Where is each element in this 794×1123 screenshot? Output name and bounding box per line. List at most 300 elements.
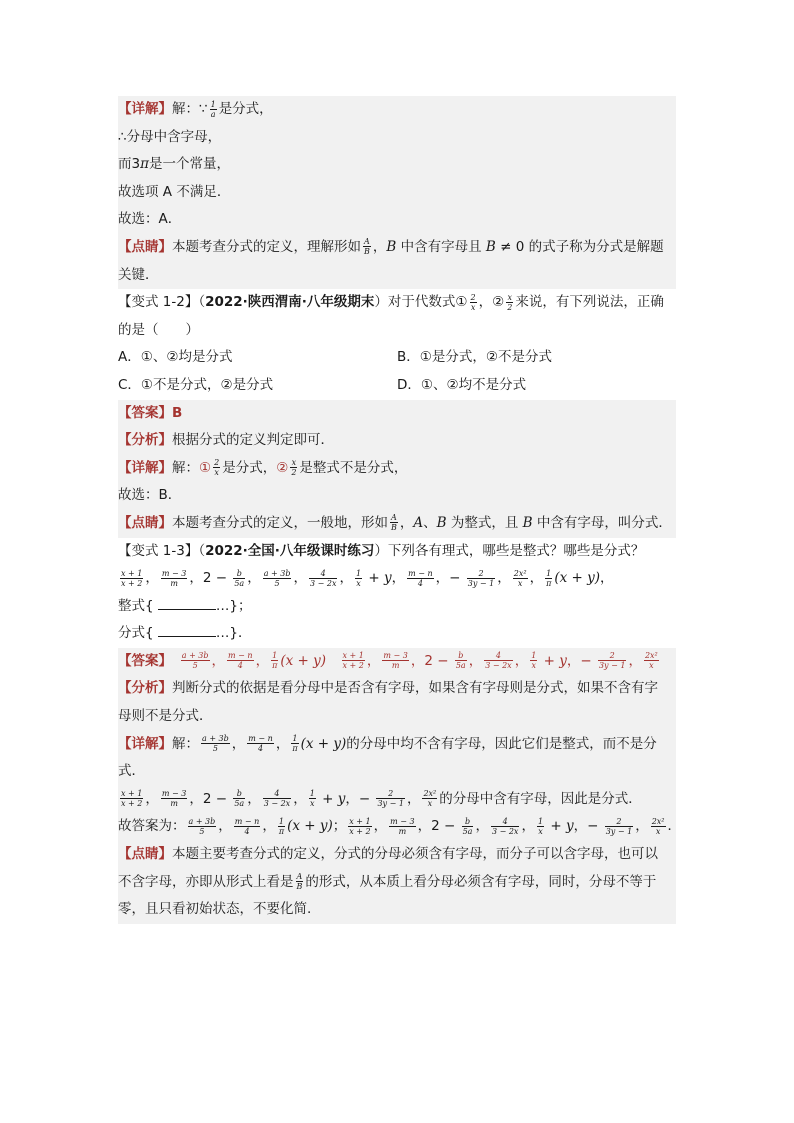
fraction-denominator: x: [655, 826, 661, 836]
fraction-numerator: 1: [537, 816, 544, 826]
answer-option: B．①是分式，②不是分式: [397, 349, 552, 366]
text-run: ，: [145, 570, 159, 587]
text-run: 本题主要考查分式的定义，分式的分母必须含有字母，而分子可以含字母，也可以: [172, 846, 658, 863]
fraction-numerator: A: [296, 872, 303, 882]
question-block: [118, 538, 676, 648]
text-run: 关键．: [118, 266, 159, 283]
text-run: 的分母中含有字母，因此是分式．: [439, 790, 642, 807]
fraction: [348, 817, 371, 836]
section-tag: 【详解】: [118, 459, 172, 476]
fraction-denominator: 5a: [234, 578, 245, 588]
text-line: [118, 565, 676, 593]
text-run: ①: [199, 459, 212, 476]
fraction: [234, 817, 261, 836]
fraction: [233, 569, 245, 588]
text-line: [118, 758, 676, 786]
fraction: [422, 789, 437, 808]
text-run: ，2 −: [189, 570, 232, 587]
text-run: π: [140, 156, 149, 173]
text-run: ．: [667, 818, 681, 835]
fraction: [342, 651, 365, 670]
fraction-denominator: x: [531, 661, 536, 671]
text-run: 为整式，且: [446, 514, 523, 531]
fraction: [545, 569, 552, 588]
text-run: ，: [600, 570, 614, 587]
fraction: [513, 569, 528, 588]
fraction-denominator: 5a: [234, 799, 245, 809]
fraction-numerator: x: [291, 458, 297, 468]
section-tag: 【答案】: [118, 404, 172, 421]
text-run: +: [546, 818, 566, 835]
text-run: ）下列各有理式，哪些是整式？哪些是分式？: [374, 542, 645, 559]
text-line: [118, 482, 676, 510]
document-page: [118, 96, 681, 924]
answer-options-row: [118, 372, 676, 400]
text-run: 故答案为：: [118, 818, 186, 835]
fraction-denominator: x: [649, 661, 654, 671]
fraction: [462, 817, 474, 836]
fraction-numerator: m − 3: [383, 651, 408, 661]
fraction-numerator: x + 1: [121, 568, 143, 578]
fraction-numerator: x + 1: [342, 651, 364, 661]
text-run: 本题考查分式的定义，理解形如: [172, 238, 361, 255]
fraction-denominator: m: [391, 661, 400, 671]
fraction-denominator: x + 2: [349, 826, 371, 836]
fraction-numerator: m − n: [228, 651, 253, 661]
fraction-denominator: 3 − 2x: [485, 661, 512, 671]
fraction-numerator: x: [507, 292, 513, 302]
text-run: 2022·全国·八年级课时练习: [205, 542, 375, 559]
text-run: 的形式，从本质上看分母必须含有字母，同时，分母不等于: [305, 873, 657, 890]
text-line: [118, 648, 676, 676]
fraction-denominator: 5: [199, 826, 205, 836]
fraction: [309, 569, 337, 588]
text-run: 分式{: [118, 625, 158, 642]
text-line: [118, 151, 676, 179]
text-line: [118, 124, 676, 152]
fraction-denominator: π: [278, 826, 285, 836]
text-line: [118, 455, 676, 483]
fraction-denominator: x: [538, 826, 543, 836]
text-run: ，−: [573, 818, 603, 835]
fraction: [355, 569, 362, 588]
fraction: [390, 513, 398, 532]
text-line: [118, 675, 676, 703]
fraction-numerator: b: [462, 817, 474, 827]
fraction-numerator: 2x²: [651, 816, 665, 826]
fraction-numerator: 1: [272, 651, 278, 661]
fraction: [537, 817, 544, 836]
text-run: 不含字母，亦即从形式上看是: [118, 873, 294, 890]
fill-in-blank[interactable]: [158, 597, 216, 610]
fraction-numerator: A: [364, 237, 370, 247]
fraction: [210, 100, 217, 119]
fraction: [605, 817, 634, 836]
text-run: 整式{: [118, 597, 158, 614]
text-run: ，: [373, 818, 388, 835]
text-line: [118, 896, 676, 924]
fraction-numerator: 2: [605, 817, 634, 827]
fraction-denominator: 3y − 1: [598, 661, 626, 671]
fraction-numerator: 4: [263, 789, 291, 799]
fraction: [484, 651, 512, 670]
text-line: [118, 510, 676, 538]
text-run: (x + y): [287, 818, 333, 835]
text-run: ，②: [478, 294, 505, 311]
fraction-denominator: 2: [507, 302, 513, 312]
text-run: 是分式，: [222, 459, 277, 476]
text-run: 解：: [172, 735, 199, 752]
text-run: 解：: [172, 459, 199, 476]
fraction: [309, 789, 316, 808]
text-run: 母则不是分式．: [118, 708, 213, 725]
text-run: 是整式不是分式，: [299, 459, 408, 476]
fraction: [120, 789, 143, 808]
fraction-numerator: 4: [484, 651, 512, 661]
section-tag: 【点睛】: [118, 238, 172, 255]
fraction: [506, 293, 513, 312]
solution-block: [118, 400, 676, 538]
text-run: 中含有字母，叫分式．: [532, 514, 672, 531]
section-tag: 【点睛】: [118, 846, 172, 863]
text-run: ，: [521, 818, 535, 835]
fraction-denominator: 4: [244, 826, 250, 836]
text-run: A: [413, 514, 424, 531]
fraction-numerator: 2: [467, 569, 496, 579]
fraction-denominator: 5a: [462, 826, 473, 836]
fraction-numerator: m − n: [234, 816, 260, 826]
fraction-numerator: a + 3b: [202, 734, 229, 744]
fraction-numerator: 4: [491, 817, 519, 827]
text-line: [118, 538, 676, 566]
fraction: [651, 817, 666, 836]
fraction-numerator: 2: [214, 458, 220, 468]
text-run: ，: [247, 790, 261, 807]
fraction: [247, 734, 274, 753]
text-line: [118, 317, 676, 345]
fraction: [363, 237, 371, 256]
text-line: [118, 400, 676, 428]
text-run: ，: [372, 238, 387, 255]
fraction-numerator: 2x²: [644, 651, 658, 661]
fraction-numerator: 1: [355, 568, 362, 578]
text-run: 中含有字母且: [396, 238, 486, 255]
fraction-numerator: 1: [292, 734, 298, 744]
text-run: ，: [366, 652, 381, 669]
fraction-numerator: 1: [546, 568, 552, 578]
text-run: ，2 −: [410, 652, 453, 669]
fraction-denominator: 5a: [455, 661, 466, 671]
solution-block: [118, 648, 681, 924]
fraction-numerator: x + 1: [349, 816, 371, 826]
text-run: ≠ 0 的式子称为分式是解题: [495, 238, 664, 255]
text-run: ，: [635, 818, 649, 835]
text-line: [118, 179, 676, 207]
fraction: [161, 789, 187, 808]
text-run: 是一个常量，: [148, 156, 230, 173]
fraction: [455, 651, 467, 670]
fraction-numerator: 2: [470, 292, 476, 302]
text-run: y: [383, 570, 392, 587]
text-run: y: [559, 652, 567, 669]
text-run: ，: [628, 652, 642, 669]
section-tag: 【分析】: [118, 680, 172, 697]
text-run: B: [485, 238, 496, 255]
fraction-numerator: a + 3b: [188, 816, 216, 826]
fraction-numerator: 2x²: [423, 789, 437, 799]
fraction: [644, 651, 659, 670]
fraction: [291, 734, 298, 753]
fraction-denominator: 3y − 1: [377, 799, 404, 809]
text-run: ，: [468, 652, 483, 669]
text-run: (x + y): [300, 735, 347, 752]
fraction: [296, 872, 304, 891]
fraction-denominator: m: [398, 826, 407, 836]
text-run: +: [364, 570, 384, 587]
fraction: [389, 817, 415, 836]
fraction-denominator: π: [546, 578, 552, 588]
fraction-numerator: m − n: [408, 568, 433, 578]
text-run: ，: [293, 570, 307, 587]
fraction-denominator: 4: [417, 578, 423, 588]
text-run: +: [317, 790, 338, 807]
fraction: [491, 817, 519, 836]
fraction-numerator: 1: [309, 789, 315, 799]
fraction-denominator: m: [170, 799, 178, 809]
text-line: [118, 731, 676, 759]
fraction-numerator: m − 3: [161, 789, 187, 799]
fraction: [201, 734, 230, 753]
text-line: [118, 620, 676, 648]
fraction-numerator: b: [233, 789, 245, 799]
text-run: ；: [332, 818, 347, 835]
answer-options-row: [118, 344, 676, 372]
text-run: 故选：A．: [118, 211, 182, 228]
fraction-denominator: 5: [192, 661, 198, 671]
fraction-denominator: x: [517, 578, 523, 588]
text-run: ，: [247, 570, 261, 587]
text-run: 的是（ ）: [118, 321, 199, 338]
fill-in-blank[interactable]: [158, 624, 216, 637]
fraction-denominator: x + 2: [342, 661, 364, 671]
text-run: 式．: [118, 763, 145, 780]
text-run: [165, 653, 179, 669]
text-run: 【变式 1-3】（: [118, 542, 206, 559]
text-run: ②: [276, 459, 289, 476]
fraction-denominator: B: [296, 882, 303, 892]
fraction-numerator: b: [455, 651, 467, 661]
fraction-denominator: 2: [291, 468, 297, 478]
text-run: ）对于代数式①: [374, 294, 468, 311]
text-run: ∴分母中含字母，: [118, 128, 222, 145]
fraction-denominator: B: [364, 247, 370, 257]
fraction-denominator: x: [470, 302, 476, 312]
fraction: [161, 569, 187, 588]
fraction: [598, 651, 627, 670]
text-run: 零，且只看初始状态，不要化简.: [118, 901, 312, 918]
answer-option: A．①、②均是分式: [118, 349, 233, 366]
text-line: [118, 234, 676, 262]
fraction-numerator: m − 3: [390, 816, 415, 826]
fraction-denominator: B: [391, 523, 397, 533]
text-run: ，: [262, 818, 276, 835]
text-run: …}．: [215, 625, 252, 642]
fraction-numerator: a + 3b: [263, 568, 291, 578]
text-run: ，: [339, 570, 353, 587]
fraction: [530, 651, 537, 670]
text-line: [118, 96, 676, 124]
text-run: B: [386, 238, 397, 255]
fraction: [233, 789, 245, 808]
text-run: ，: [218, 818, 232, 835]
fraction-denominator: x + 2: [121, 799, 143, 809]
text-run: ，: [406, 790, 421, 807]
fraction-numerator: m − n: [248, 734, 273, 744]
fraction-denominator: x: [356, 578, 361, 588]
text-line: [118, 289, 676, 317]
fraction: [382, 651, 408, 670]
text-run: ，: [391, 570, 406, 587]
text-run: y: [337, 790, 346, 807]
text-run: 故选项 A 不满足．: [118, 183, 231, 200]
text-run: …}；: [215, 597, 252, 614]
text-run: B: [522, 514, 533, 531]
text-run: ，: [497, 570, 511, 587]
text-run: ，2 −: [417, 818, 460, 835]
fraction-numerator: 4: [309, 569, 337, 579]
solution-block: [118, 96, 676, 289]
section-tag: 【答案】: [118, 652, 166, 669]
text-run: ，−: [435, 570, 465, 587]
fraction: [290, 458, 297, 477]
question-block: [118, 289, 676, 399]
text-line: [118, 206, 676, 234]
text-run: ，−: [345, 790, 375, 807]
text-run: 、: [423, 514, 437, 531]
text-run: ，: [293, 790, 307, 807]
fraction-numerator: 1: [210, 99, 216, 109]
fraction-numerator: b: [233, 569, 245, 579]
answer-option: C．①不是分式，②是分式: [118, 376, 274, 393]
text-run: 解：: [172, 101, 199, 117]
section-tag: 【详解】: [118, 735, 172, 752]
text-line: [118, 593, 676, 621]
text-run: ，: [529, 570, 544, 587]
text-run: ，: [514, 652, 529, 669]
fraction-numerator: 1: [278, 816, 284, 826]
fraction-denominator: x: [309, 799, 315, 809]
fraction-denominator: 4: [237, 661, 243, 671]
fraction: [467, 569, 496, 588]
fraction-numerator: x + 1: [121, 789, 143, 799]
fraction: [271, 651, 278, 670]
fraction-denominator: 3y − 1: [467, 578, 495, 588]
fraction-denominator: x: [214, 468, 219, 478]
text-line: [118, 703, 676, 731]
fraction-denominator: 4: [258, 744, 264, 754]
text-line: [118, 841, 676, 869]
fraction: [263, 789, 291, 808]
text-run: 是分式，: [218, 101, 273, 117]
fraction: [188, 817, 217, 836]
fraction: [120, 569, 143, 588]
text-run: (x + y): [554, 570, 600, 587]
text-line: [118, 869, 676, 897]
text-run: y: [565, 818, 574, 835]
text-run: B: [172, 404, 183, 421]
fraction-numerator: 2x²: [513, 568, 527, 578]
fraction: [278, 817, 285, 836]
text-run: ，: [475, 818, 489, 835]
fraction-denominator: π: [272, 661, 278, 671]
fraction-denominator: 3 − 2x: [309, 578, 337, 588]
fraction: [181, 651, 210, 670]
text-run: ，: [145, 790, 159, 807]
fraction-denominator: 5: [274, 578, 280, 588]
fraction-denominator: x: [427, 799, 433, 809]
text-line: [118, 427, 676, 455]
text-run: 2022·陕西渭南·八年级期末: [205, 294, 375, 311]
text-line: [118, 786, 676, 814]
text-run: (x + y): [280, 652, 326, 669]
text-run: ，: [275, 735, 290, 752]
text-run: ，2 −: [189, 790, 232, 807]
text-run: 本题考查分式的定义，一般地，形如: [172, 514, 388, 531]
fraction: [470, 293, 477, 312]
text-run: ，: [231, 735, 246, 752]
fraction-numerator: 1: [531, 651, 537, 661]
text-run: [326, 653, 340, 669]
fraction: [227, 651, 254, 670]
fraction-numerator: 2: [598, 651, 627, 661]
fraction-numerator: A: [391, 513, 397, 523]
text-run: B: [436, 514, 447, 531]
text-run: 根据分式的定义判定即可．: [172, 432, 334, 449]
text-run: 【变式 1-2】（: [118, 294, 206, 311]
text-run: ，−: [566, 652, 596, 669]
fraction-denominator: 3y − 1: [605, 826, 633, 836]
text-run: ∵: [199, 101, 208, 117]
fraction-denominator: 5: [212, 744, 218, 754]
fraction-numerator: m − 3: [161, 568, 187, 578]
text-line: [118, 262, 676, 290]
fraction: [376, 789, 405, 808]
fraction-denominator: π: [292, 744, 298, 754]
fraction-numerator: 2: [376, 789, 405, 799]
text-run: +: [539, 652, 560, 669]
text-run: ，: [399, 514, 414, 531]
answer-option: D．①、②均不是分式: [397, 376, 527, 393]
fraction-denominator: a: [210, 109, 216, 119]
text-run: 判断分式的依据是看分母中是否含有字母，如果含有字母则是分式，如果不含有字: [172, 680, 658, 697]
fraction: [263, 569, 292, 588]
fraction-denominator: 3 − 2x: [263, 799, 291, 809]
fraction-denominator: m: [170, 578, 178, 588]
text-run: 而3: [118, 156, 141, 173]
text-run: ，: [255, 652, 270, 669]
section-tag: 【点睛】: [118, 514, 172, 531]
text-line: [118, 813, 681, 841]
text-run: 来说，有下列说法，正确: [515, 294, 664, 311]
fraction-numerator: a + 3b: [181, 651, 209, 661]
text-run: ，: [211, 652, 226, 669]
section-tag: 【分析】: [118, 432, 172, 449]
fraction-denominator: x + 2: [121, 578, 143, 588]
fraction: [213, 458, 220, 477]
fraction-denominator: 3 − 2x: [491, 826, 519, 836]
fraction: [407, 569, 434, 588]
text-run: 故选：B．: [118, 487, 182, 504]
